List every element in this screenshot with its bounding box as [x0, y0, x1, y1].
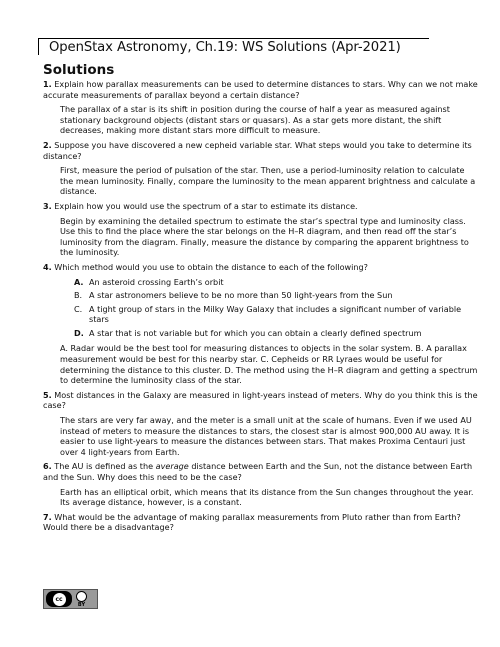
answer-6: Earth has an elliptical orbit, which means that its distance from the Sun changes throughout the year. Its average distance, however, is a constant.: [60, 486, 474, 508]
cc-by-license-badge[interactable]: [43, 589, 98, 609]
person-icon: [76, 591, 87, 602]
question-3: 3. Explain how you would use the spectrum of a star to estimate its distance.: [43, 200, 358, 211]
option-a: A. An asteroid crossing Earth’s orbit: [74, 276, 224, 287]
question-1: 1. Explain how parallax measurements can be used to determine distances to stars. Why can we not make accurate measurements of parallax beyond a certain distance?: [43, 79, 478, 100]
document-body: [43, 63, 483, 537]
question-5: 5. Most distances in the Galaxy are measured in light-years instead of meters. Why do you think this is the case?: [43, 389, 478, 411]
attribution-badge: BY: [76, 591, 87, 608]
question-4-options: [43, 277, 483, 339]
question-7: 7. What would be the advantage of making parallax measurements from Pluto rather than from Earth? Would there be a disadvantage?: [43, 511, 461, 533]
creative-commons-icon: cc: [46, 591, 72, 607]
question-6: 6. The AU is defined as the average distance between Earth and the Sun, not the distance between Earth and the Sun. Why does this need to be the case?: [43, 461, 473, 482]
answer-2: First, measure the period of pulsation of the star. Then, use a period-luminosity relation to calculate the mean luminosity. Finally, compare the luminosity to the mean apparent brightness and calculate a distance.: [60, 165, 476, 197]
document-title: OpenStax Astronomy, Ch.19: WS Solutions (Apr-2021): [49, 40, 401, 55]
emphasis-average: average: [155, 461, 189, 472]
answer-5: The stars are very far away, and the meter is a small unit at the scale of humans. Even if we used AU instead of meters to measure the distances to stars, the closest star is almost 900,000 AU away. It is easier to use light-years to measure the distances between stars. That makes Proxima Centauri just over 4 light-years from Earth.: [60, 415, 472, 457]
answer-1: The parallax of a star is its shift in position during the course of half a year as measured against stationary background objects (distant stars or quasars). As a star gets more distant, the shift decreases, making more distant stars more difficult to measure.: [60, 104, 450, 136]
section-heading: Solutions: [43, 62, 115, 78]
answer-3: Begin by examining the detailed spectrum to estimate the star’s spectral type and luminosity class. Use this to find the place where the star belongs on the H–R diagram, and then read off the star’s luminosity from the diagram. Finally, measure the distance by comparing the apparent brightness to the luminosity.: [60, 215, 469, 258]
option-c: C. A tight group of stars in the Milky Way Galaxy that includes a significant number of variable stars: [74, 303, 462, 325]
question-2: 2. Suppose you have discovered a new cepheid variable star. What steps would you take to determine its distance?: [43, 139, 472, 161]
option-d: D. A star that is not variable but for which you can obtain a clearly defined spectrum: [74, 327, 422, 338]
option-b: B. A star astronomers believe to be no more than 50 light-years from the Sun: [74, 290, 393, 301]
answer-4: A. Radar would be the best tool for measuring distances to objects in the solar system. B. A parallax measurement would be best for this nearby star. C. Cepheids or RR Lyraes would be useful for determining the distance to this cluster. D. The method using the H–R diagram and getting a spectrum to determine the luminosity class of the star.: [60, 343, 478, 386]
question-4: 4. Which method would you use to obtain the distance to each of the following?: [43, 261, 368, 272]
document-header: [38, 38, 429, 55]
